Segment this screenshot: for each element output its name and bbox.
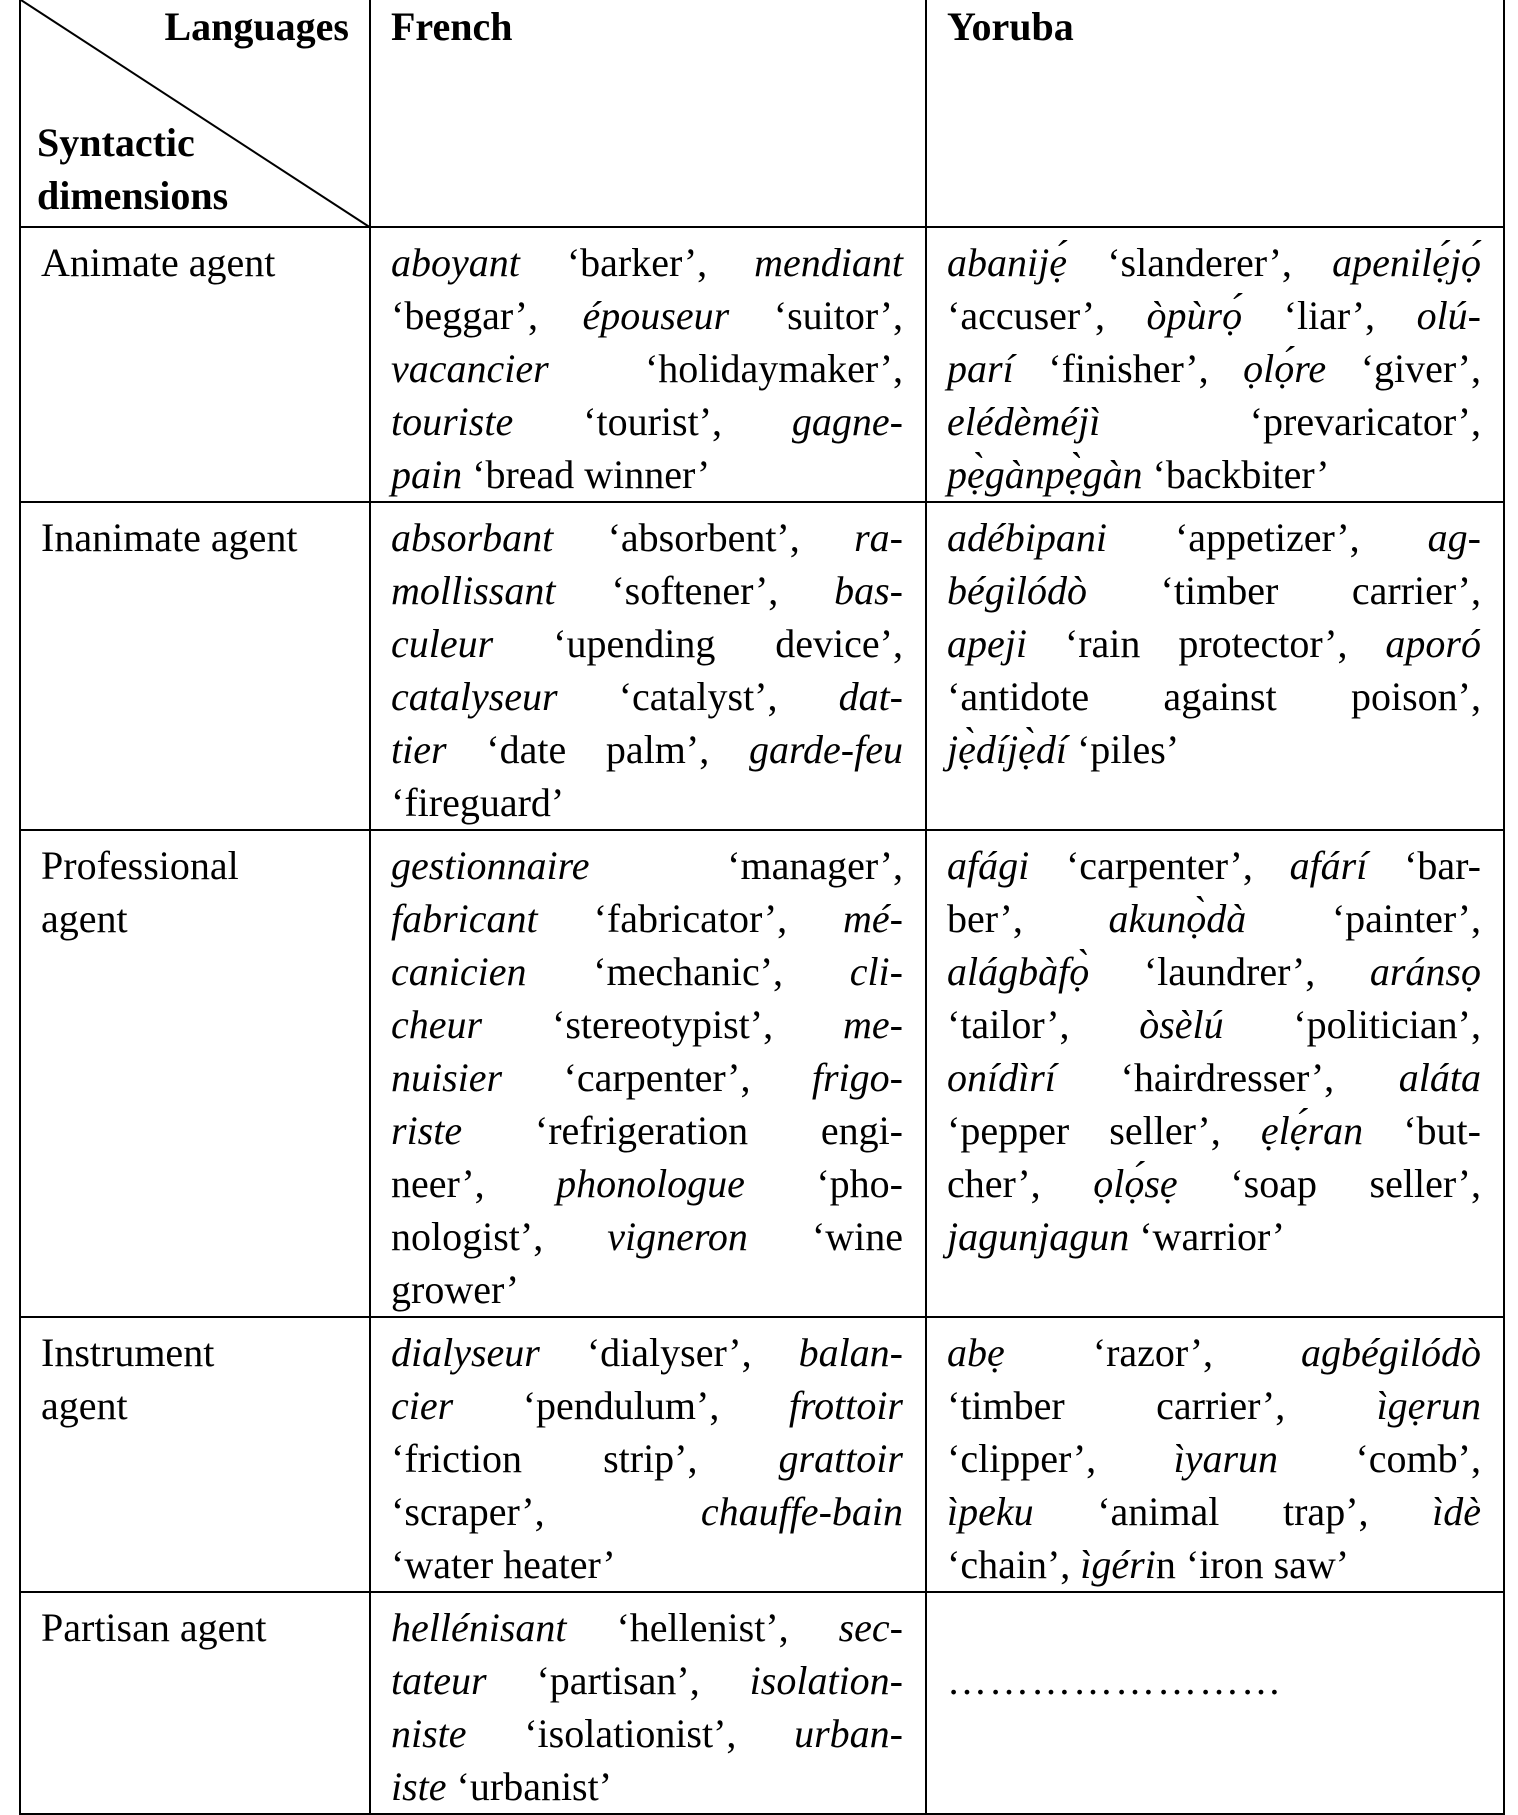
gloss-text: Inanimate agent: [41, 515, 298, 560]
term-italic: ag-: [1427, 515, 1481, 560]
gloss-text: ‘absorbent’,: [553, 515, 855, 560]
term-italic: ìpeku: [947, 1489, 1034, 1534]
cell-line: [947, 670, 1481, 723]
gloss-text: ‘timber carrier’,: [947, 1383, 1377, 1428]
cell-line: [41, 839, 347, 892]
gloss-text: ‘barker’,: [519, 240, 755, 285]
cell-line: [41, 1326, 347, 1379]
cell-line: [947, 1432, 1481, 1485]
term-italic: parí: [947, 346, 1014, 391]
cell-line: [947, 945, 1481, 998]
term-italic: òpùrọ́: [1146, 293, 1243, 338]
term-italic: gestionnaire: [391, 843, 590, 888]
term-italic: afárí: [1289, 843, 1368, 888]
cell-line: [391, 892, 903, 945]
term-italic: touriste: [391, 399, 514, 444]
cell-line: [391, 342, 903, 395]
gloss-text: agent: [41, 896, 128, 941]
cell-line: [41, 1601, 347, 1654]
gloss-text: Instrument: [41, 1330, 215, 1375]
term-italic: canicien: [391, 949, 527, 994]
term-italic: elédèméjì: [947, 399, 1101, 444]
term-italic: chauffe-bain: [700, 1489, 903, 1534]
languages-label: Languages: [164, 4, 349, 49]
term-italic: ọlọ́sẹ: [1093, 1161, 1178, 1206]
cell-line: [391, 1210, 903, 1263]
term-italic: bégilódò: [947, 568, 1087, 613]
cell-line: [947, 892, 1481, 945]
cell-line: [947, 1051, 1481, 1104]
term-italic: bas-: [834, 568, 903, 613]
term-italic: urban-: [794, 1711, 903, 1756]
term-italic: me-: [843, 1002, 903, 1047]
cell-line: [391, 236, 903, 289]
gloss-text: ‘clipper’,: [947, 1436, 1174, 1481]
term-italic: mé-: [843, 896, 903, 941]
gloss-text: ‘giver’,: [1326, 346, 1481, 391]
term-italic: aláta: [1398, 1055, 1481, 1100]
gloss-text: ‘but-: [1363, 1108, 1481, 1153]
gloss-text: ‘suitor’,: [729, 293, 903, 338]
term-italic: riste: [391, 1108, 463, 1153]
french-cell: [370, 227, 926, 502]
gloss-text: ‘painter’,: [1246, 896, 1481, 941]
term-italic: aporó: [1385, 621, 1481, 666]
french-cell: [370, 830, 926, 1317]
cell-line: [391, 670, 903, 723]
table-row: [20, 227, 1504, 502]
cell-line: [391, 395, 903, 448]
cell-line: [947, 839, 1481, 892]
term-italic: alágbàfọ̀: [947, 949, 1090, 994]
gloss-text: ‘softener’,: [555, 568, 835, 613]
yoruba-cell: [926, 830, 1504, 1317]
gloss-text: ‘fireguard’: [391, 780, 565, 825]
gloss-text: ‘carpenter’,: [502, 1055, 812, 1100]
table-row: [20, 830, 1504, 1317]
gloss-text: ……………………: [947, 1658, 1283, 1703]
dimension-cell: [20, 227, 370, 502]
term-italic: dialyseur: [391, 1330, 540, 1375]
term-italic: absorbant: [391, 515, 554, 560]
gloss-text: ‘dialyser’,: [539, 1330, 799, 1375]
term-italic: ọlọ́re: [1243, 346, 1327, 391]
gloss-text: ‘manager’,: [589, 843, 903, 888]
cell-line: [947, 564, 1481, 617]
cell-line: [41, 892, 347, 945]
column-header-yoruba: Yoruba: [926, 0, 1504, 227]
gloss-text: ‘accuser’,: [947, 293, 1147, 338]
cell-line: [947, 342, 1481, 395]
gloss-text: ‘bar-: [1367, 843, 1481, 888]
cell-line: [391, 617, 903, 670]
comparison-table: [19, 0, 1505, 1815]
gloss-text: ‘timber carrier’,: [1086, 568, 1481, 613]
french-cell: [370, 1592, 926, 1814]
term-italic: ìgéri: [1080, 1542, 1156, 1587]
dimension-cell: [20, 1317, 370, 1592]
term-italic: apenilẹ́jọ́: [1332, 240, 1481, 285]
gloss-text: grower’: [391, 1267, 520, 1312]
gloss-text: ‘isolationist’,: [466, 1711, 795, 1756]
cell-line: [947, 617, 1481, 670]
gloss-text: ‘date palm’,: [446, 727, 749, 772]
cell-line: [41, 1379, 347, 1432]
cell-line: [391, 945, 903, 998]
gloss-text: ‘upending device’,: [493, 621, 903, 666]
gloss-text: ‘backbiter’: [1142, 452, 1330, 497]
dimension-cell: [20, 502, 370, 830]
term-italic: vigneron: [607, 1214, 748, 1259]
cell-line: [947, 1485, 1481, 1538]
gloss-text: agent: [41, 1383, 128, 1428]
term-italic: balan-: [798, 1330, 903, 1375]
term-italic: olú-: [1416, 293, 1481, 338]
cell-line: [391, 776, 903, 829]
gloss-text: ‘comb’,: [1278, 1436, 1481, 1481]
syntactic-label-line: dimensions: [37, 173, 229, 218]
gloss-text: ‘friction strip’,: [391, 1436, 779, 1481]
cell-line: [391, 511, 903, 564]
table-row: [20, 1317, 1504, 1592]
cell-line: [391, 1485, 903, 1538]
cell-line: [391, 723, 903, 776]
gloss-text: ‘urbanist’: [446, 1764, 613, 1809]
cell-line: [391, 839, 903, 892]
corner-header-cell: [20, 0, 370, 227]
term-italic: nuisier: [391, 1055, 503, 1100]
dimension-cell: [20, 830, 370, 1317]
gloss-text: ‘warrior’: [1129, 1214, 1286, 1259]
term-italic: apeji: [947, 621, 1027, 666]
cell-line: [947, 1210, 1481, 1263]
cell-line: [391, 1601, 903, 1654]
cell-line: [391, 1379, 903, 1432]
gloss-text: ‘wine: [747, 1214, 903, 1259]
gloss-text: ‘prevaricator’,: [1100, 399, 1481, 444]
gloss-text: ‘pendulum’,: [453, 1383, 789, 1428]
cell-line: [41, 236, 347, 289]
term-italic: frigo-: [811, 1055, 903, 1100]
term-italic: hellénisant: [391, 1605, 567, 1650]
gloss-text: ‘pho-: [744, 1161, 903, 1206]
term-italic: akunọ̀dà: [1108, 896, 1247, 941]
term-italic: garde-feu: [748, 727, 903, 772]
gloss-text: ber’,: [947, 896, 1109, 941]
cell-line: [947, 236, 1481, 289]
gloss-text: ‘catalyst’,: [557, 674, 839, 719]
gloss-text: ‘razor’,: [1004, 1330, 1302, 1375]
column-header-french: French: [370, 0, 926, 227]
gloss-text: neer’,: [391, 1161, 557, 1206]
term-italic: sec-: [838, 1605, 903, 1650]
cell-line: [391, 1326, 903, 1379]
cell-line: [391, 1707, 903, 1760]
gloss-text: ‘mechanic’,: [526, 949, 850, 994]
term-italic: onídìrí: [947, 1055, 1056, 1100]
term-italic: abẹ: [947, 1330, 1005, 1375]
cell-line: [947, 1538, 1481, 1591]
gloss-text: ‘piles’: [1066, 727, 1180, 772]
term-italic: dat-: [838, 674, 903, 719]
cell-line: [947, 1654, 1481, 1707]
yoruba-cell: [926, 227, 1504, 502]
term-italic: ìdè: [1432, 1489, 1481, 1534]
cell-line: [947, 1326, 1481, 1379]
gloss-text: ‘refrigeration engi-: [462, 1108, 903, 1153]
term-italic: tateur: [391, 1658, 487, 1703]
term-italic: phonologue: [556, 1161, 745, 1206]
cell-line: [947, 1104, 1481, 1157]
header-row: [20, 0, 1504, 227]
gloss-text: ‘politician’,: [1223, 1002, 1481, 1047]
gloss-text: nologist’,: [391, 1214, 608, 1259]
gloss-text: ‘antidote against poison’,: [947, 674, 1481, 719]
french-cell: [370, 1317, 926, 1592]
gloss-text: ‘stereotypist’,: [482, 1002, 844, 1047]
cell-line: [947, 723, 1481, 776]
term-italic: agbégilódò: [1301, 1330, 1481, 1375]
term-italic: mollissant: [391, 568, 556, 613]
dimension-cell: [20, 1592, 370, 1814]
term-italic: cier: [391, 1383, 454, 1428]
gloss-text: ‘fabricator’,: [537, 896, 844, 941]
term-italic: gagne-: [791, 399, 903, 444]
table-row: [20, 1592, 1504, 1814]
gloss-text: ‘laundrer’,: [1089, 949, 1370, 994]
term-italic: niste: [391, 1711, 467, 1756]
term-italic: ẹlẹ́ran: [1260, 1108, 1364, 1153]
term-italic: culeur: [391, 621, 494, 666]
term-italic: aboyant: [391, 240, 520, 285]
cell-line: [391, 1051, 903, 1104]
term-italic: catalyseur: [391, 674, 558, 719]
cell-line: [391, 1654, 903, 1707]
gloss-text: ‘carpenter’,: [1029, 843, 1290, 888]
cell-line: [947, 448, 1481, 501]
gloss-text: ‘liar’,: [1242, 293, 1417, 338]
cell-line: [391, 448, 903, 501]
gloss-text: ‘bread winner’: [462, 452, 711, 497]
yoruba-cell: [926, 1317, 1504, 1592]
term-italic: ìgẹrun: [1376, 1383, 1481, 1428]
gloss-text: ‘rain protector’,: [1026, 621, 1386, 666]
gloss-text: ‘partisan’,: [486, 1658, 750, 1703]
term-italic: mendiant: [754, 240, 903, 285]
term-italic: iste: [391, 1764, 447, 1809]
gloss-text: Animate agent: [41, 240, 276, 285]
term-italic: grattoir: [778, 1436, 903, 1481]
term-italic: pain: [391, 452, 463, 497]
term-italic: aránsọ: [1369, 949, 1481, 994]
cell-line: [391, 998, 903, 1051]
cell-line: [947, 998, 1481, 1051]
term-italic: frottoir: [788, 1383, 903, 1428]
cell-line: [391, 1432, 903, 1485]
gloss-text: ‘pepper seller’,: [947, 1108, 1261, 1153]
term-italic: pẹ̀gànpẹ̀gàn: [947, 452, 1143, 497]
term-italic: fabricant: [391, 896, 538, 941]
gloss-text: n ‘iron saw’: [1155, 1542, 1350, 1587]
term-italic: ra-: [854, 515, 903, 560]
term-italic: tier: [391, 727, 447, 772]
term-italic: abanijẹ́: [947, 240, 1067, 285]
term-italic: cli-: [849, 949, 903, 994]
cell-line: [391, 1263, 903, 1316]
gloss-text: ‘animal trap’,: [1033, 1489, 1433, 1534]
term-italic: afági: [947, 843, 1030, 888]
gloss-text: ‘water heater’: [391, 1542, 616, 1587]
gloss-text: ‘chain’,: [947, 1542, 1081, 1587]
cell-line: [947, 1157, 1481, 1210]
gloss-text: ‘slanderer’,: [1066, 240, 1333, 285]
gloss-text: ‘tailor’,: [947, 1002, 1140, 1047]
cell-line: [391, 1157, 903, 1210]
cell-line: [391, 289, 903, 342]
cell-line: [41, 511, 347, 564]
term-italic: vacancier: [391, 346, 549, 391]
term-italic: òsèlú: [1139, 1002, 1224, 1047]
cell-line: [947, 511, 1481, 564]
gloss-text: ‘hairdresser’,: [1055, 1055, 1399, 1100]
table-row: [20, 502, 1504, 830]
syntactic-label-line: Syntactic: [37, 120, 195, 165]
yoruba-cell: [926, 502, 1504, 830]
gloss-text: ‘finisher’,: [1013, 346, 1244, 391]
cell-line: [391, 1538, 903, 1591]
yoruba-cell: [926, 1592, 1504, 1814]
cell-line: [391, 1104, 903, 1157]
gloss-text: ‘scraper’,: [391, 1489, 701, 1534]
syntactic-dimensions-label: [37, 116, 228, 222]
cell-line: [947, 395, 1481, 448]
term-italic: adébipani: [947, 515, 1107, 560]
term-italic: cheur: [391, 1002, 483, 1047]
gloss-text: Partisan agent: [41, 1605, 267, 1650]
cell-line: [947, 289, 1481, 342]
gloss-text: ‘tourist’,: [513, 399, 792, 444]
cell-line: [391, 564, 903, 617]
cell-line: [947, 1379, 1481, 1432]
gloss-text: ‘appetizer’,: [1106, 515, 1428, 560]
gloss-text: Professional: [41, 843, 239, 888]
gloss-text: ‘beggar’,: [391, 293, 583, 338]
term-italic: jagunjagun: [947, 1214, 1130, 1259]
gloss-text: ‘hellenist’,: [566, 1605, 839, 1650]
term-italic: ìyarun: [1173, 1436, 1279, 1481]
term-italic: épouseur: [582, 293, 730, 338]
term-italic: isolation-: [749, 1658, 903, 1703]
term-italic: jẹ̀díjẹ̀dí: [947, 727, 1067, 772]
gloss-text: cher’,: [947, 1161, 1094, 1206]
cell-line: [947, 1601, 1481, 1654]
french-cell: [370, 502, 926, 830]
gloss-text: ‘soap seller’,: [1177, 1161, 1481, 1206]
gloss-text: ‘holidaymaker’,: [548, 346, 903, 391]
